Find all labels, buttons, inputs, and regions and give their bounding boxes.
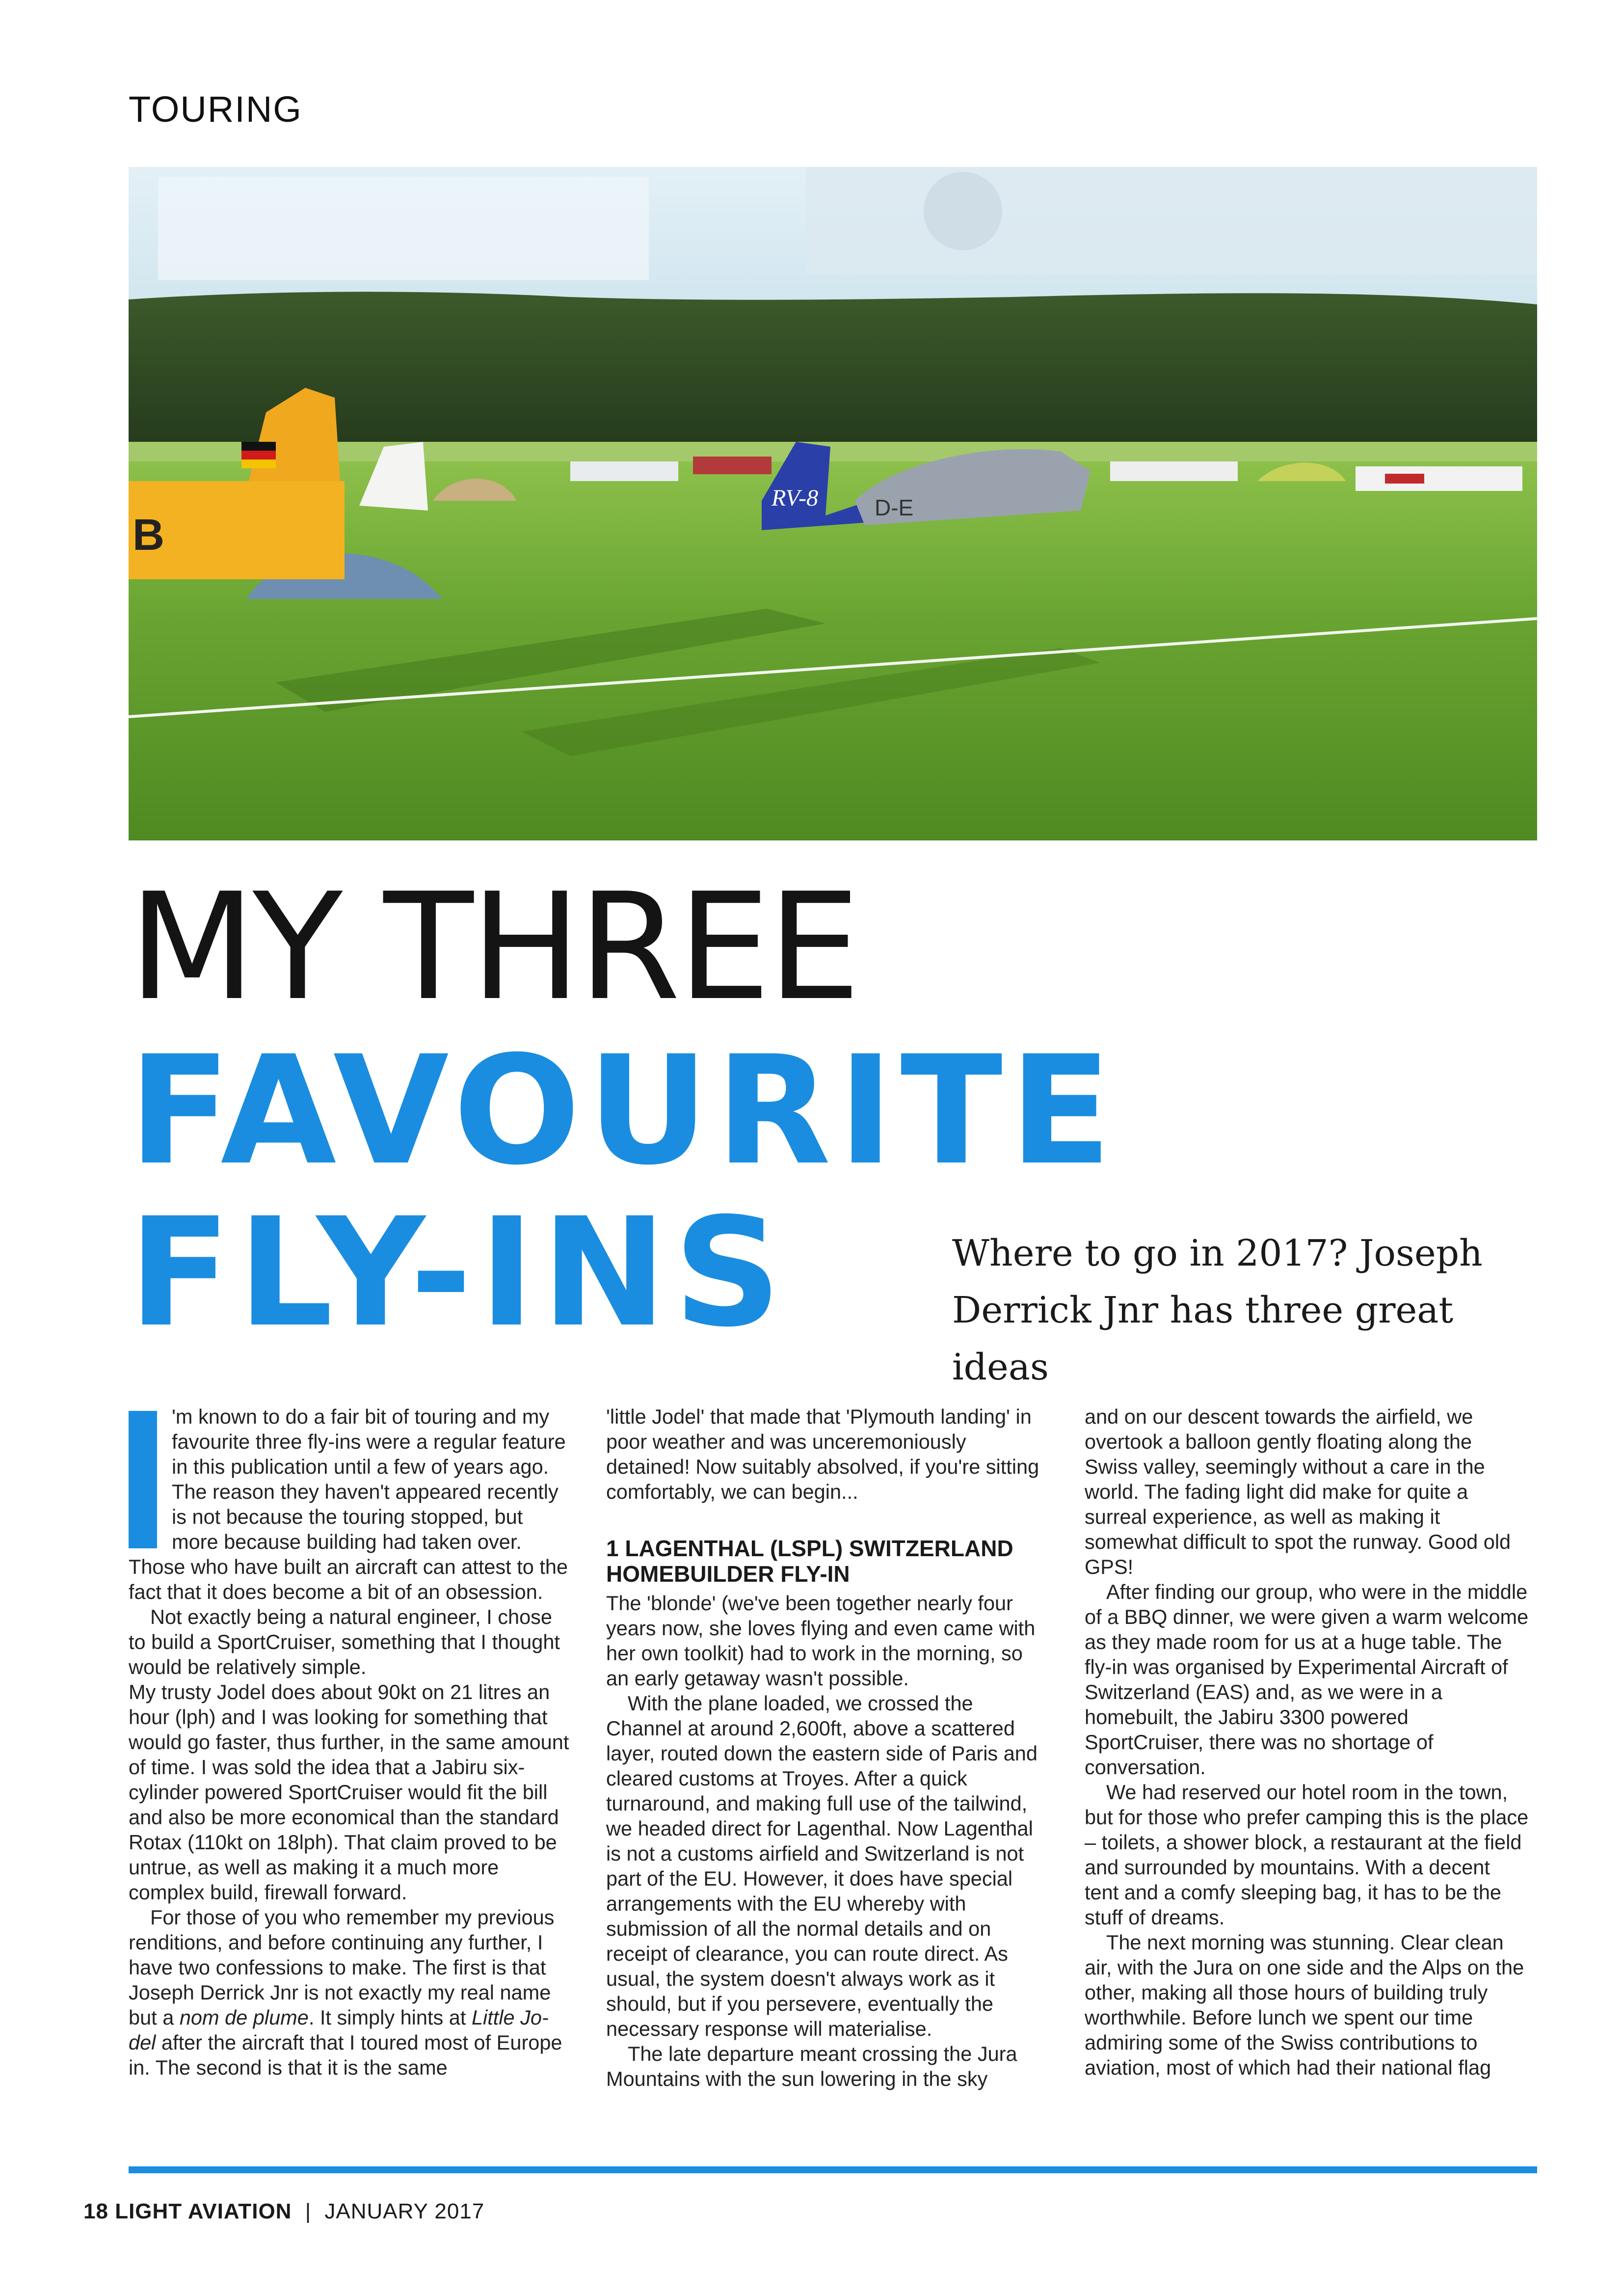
col1-paragraph-1: 'm known to do a fair bit of touring and my favourite three fly-ins were a regular feature in this publication until a few of years ago. The reason they haven't appeared recently is not because the touring stopped, but more because building had taken over. Those who have built an aircraft can attest to the fact that it does become a bit of an obsession. <box>129 1405 568 1603</box>
magazine-name: LIGHT AVIATION <box>115 2199 292 2223</box>
col2-paragraph-3: With the plane loaded, we crossed the Channel at around 2,600ft, above a scattered layer, routed down the eastern side of Paris and cleared customs at Troyes. After a quick turnaround, and making full use of the tailwind, we headed direct for Lagenthal. Now Lagenthal is not a customs airfield and Switzerland is not part of the EU. However, it does have special arrangements with the EU whereby with submission of all the normal details and on receipt of clearance, you can route direct. As usual, the system doesn't always work as it should, but if you persevere, eventually the necessary response will materialise. <box>606 1692 1038 2040</box>
aircraft-distant-5 <box>1385 474 1424 484</box>
headline-line1: MY THREE <box>129 862 858 1033</box>
body-column-3 <box>1085 1404 1529 2080</box>
col1-paragraph-3: My trusty Jodel does about 90kt on 21 litres an hour (lph) and I was looking for something that would go faster, thus further, in the same amount of time. I was sold the idea that a Jabiru six-cylinder powered SportCruiser would fit the bill and also be more economical than the standard Rotax (110kt on 18lph). That claim proved to be untrue, as well as making it a much more complex build, firewall forward. <box>129 1680 569 1904</box>
flag-de-black <box>241 442 276 451</box>
col3-paragraph-2: After finding our group, who were in the middle of a BBQ dinner, we were given a warm welcome as they made room for us at a huge table. The fly-in was organised by Experimental Aircraft of Switzerland (EAS) and, as we were in a homebuilt, the Jabiru 3300 powered SportCruiser, there was no shortage of conversation. <box>1085 1580 1529 1779</box>
aircraft-mark-de: D-E <box>875 495 914 520</box>
col3-paragraph-3: We had reserved our hotel room in the town, but for those who prefer camping this is the place – toilets, a shower block, a restaurant at the field and surrounded by mountains. With a decent tent and a comfy sleeping bag, it has to be the stuff of dreams. <box>1085 1781 1529 1929</box>
col1-paragraph-4 <box>129 1905 573 2080</box>
col2-paragraph-4: The late departure meant crossing the Jura Mountains with the sun lowering in the sky <box>606 2042 1017 2090</box>
aircraft-distant-4 <box>1356 466 1522 491</box>
hero-photo <box>129 167 1537 840</box>
page-number: 18 <box>83 2199 108 2223</box>
banner-right <box>806 167 1537 275</box>
col1-p4-c: . It simply hints at <box>308 2006 472 2029</box>
aircraft-mark-rv8: RV-8 <box>772 485 819 511</box>
aircraft-distant-1 <box>570 461 678 481</box>
footer-separator: | <box>305 2199 312 2223</box>
col2-paragraph-1: 'little Jodel' that made that 'Plymouth landing' in poor weather and was unceremoniously detained! Now suitably absolved, if you're sitting comfortably, we can begin... <box>606 1405 1039 1503</box>
standfirst: Where to go in 2017? Joseph Derrick Jnr has three great ideas <box>952 1232 1483 1388</box>
section-label: TOURING <box>129 89 302 130</box>
flag-de-red <box>241 451 276 459</box>
flag-de-gold <box>241 459 276 468</box>
col1-p4-e: after the aircraft that I toured most of Europe in. The second is that it is the same <box>129 2031 562 2079</box>
banner-logo <box>924 172 1002 250</box>
col1-p4-d: Little Jo-del <box>129 2006 549 2054</box>
page-footer <box>83 2199 484 2224</box>
aircraft-distant-2 <box>693 457 772 474</box>
footer-rule <box>129 2166 1537 2173</box>
issue-date: JANUARY 2017 <box>324 2199 485 2223</box>
col2-paragraph-2: The 'blonde' (we've been together nearly four years now, she loves flying and even came with her own toolkit) had to work in the morning, so an early getaway wasn't possible. <box>606 1592 1036 1690</box>
col1-paragraph-2: Not exactly being a natural engineer, I chose to build a SportCruiser, something that I thought would be relatively simple. <box>129 1605 560 1678</box>
aircraft-mark-b: B <box>133 511 164 560</box>
col3-paragraph-4: The next morning was stunning. Clear clean air, with the Jura on one side and the Alps on the other, making all those hours of building truly worthwhile. Before lunch we spent our time admiring some of the Swiss contributions to aviation, most of which had their national flag <box>1085 1931 1524 2079</box>
banner-left <box>158 177 649 280</box>
headline-line2: FAVOURITE <box>129 1024 1119 1198</box>
drop-cap-bar <box>129 1411 157 1548</box>
headline-line3: FLY-INS <box>129 1186 789 1360</box>
section-subhead: 1 LAGENTHAL (LSPL) SWITZERLAND HOMEBUILDER FLY-IN <box>606 1536 1013 1587</box>
body-column-2 <box>606 1404 1050 2091</box>
col1-p4-a: For those of you who remember my previous renditions, and before continuing any further, I have two confessions to make. The first is that Joseph Derrick Jnr is not exactly my real name but a <box>129 1906 555 2029</box>
aircraft-distant-3 <box>1110 461 1238 481</box>
col1-p4-b: nom de plume <box>179 2006 309 2029</box>
col3-paragraph-1: and on our descent towards the airfield, we overtook a balloon gently floating along the Swiss valley, seemingly without a care in the world. The fading light did make for quite a surreal experience, as well as making it somewhat difficult to spot the runway. Good old GPS! <box>1085 1405 1511 1578</box>
body-column-1 <box>129 1404 573 2080</box>
